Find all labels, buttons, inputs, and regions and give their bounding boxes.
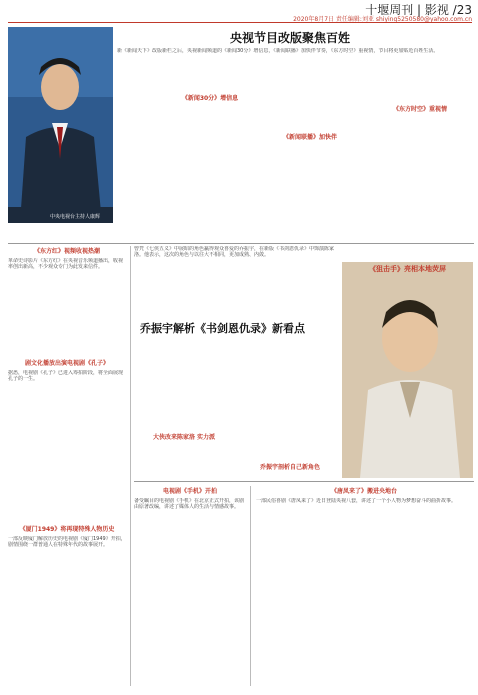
header-divider [8, 22, 472, 23]
zhao-feature-subhead-2: 乔振宇剖析自己新角色 [259, 464, 320, 471]
bottom-left-text: 备受瞩目的电视剧《手机》在北京正式开拍，该剧由原著改编，讲述了媒体人的生活与情感故事。 [134, 498, 245, 511]
left-section-title-3: 《厦门1949》将再现特殊人物历史 [19, 526, 115, 533]
mid-section-divider [134, 481, 474, 482]
main-feature-subhead-2: 《新闻联播》加快伴 [282, 134, 337, 141]
anchor-photo [8, 27, 113, 223]
zhao-feature-title: 乔振宇解析《书剑恩仇录》新看点 [140, 322, 305, 335]
left-column-rule [130, 246, 131, 686]
zhao-photo-header: 《狙击手》亮相本地荧屏 [369, 265, 446, 273]
main-feature-excerpt-text: 新《新闻天下》改版新栏之后，央视新闻频道的《新闻30分》增信息，《新闻联播》加快伴节奏，《东方时空》重视情，节目将更加贴近百姓生活。 [117, 48, 439, 54]
main-feature-excerpt [117, 48, 472, 238]
anchor-figure [8, 27, 113, 223]
zhao-photo [342, 262, 473, 478]
header-title: 十堰周刊 | 影视 /23 [365, 3, 472, 17]
bottom-right-story [256, 486, 472, 686]
main-feature-title: 央视节目改版聚焦百姓 [229, 31, 350, 45]
bottom-right-title: 《唐凤来了》搬进央地台 [330, 488, 397, 495]
left-section-text-2: 据悉，电视剧《孔子》已进入筹拍阶段，将全面展现孔子的一生。 [8, 370, 124, 383]
bottom-left-title: 电视剧《手机》开拍 [162, 488, 217, 495]
zhao-figure [342, 278, 473, 478]
left-section-title-2: 剧文化播放出演电视剧《孔子》 [24, 360, 109, 367]
page-header [0, 0, 478, 24]
bottom-right-text: 一部民俗喜剧《唐凤来了》近日登陆央视八套，讲述了一个小人物为梦想奋斗的曲折故事。 [256, 498, 457, 504]
main-feature-subhead-1: 《新闻30分》增信息 [181, 95, 239, 102]
left-section-text-1: 革命史诗影片《东方红》在央视音乐频道播出，收视率创出新高，不少观众专门为此发来信件。 [8, 258, 124, 271]
left-section-text-3: 一部反映厦门解放历史的电视剧《厦门1949》开拍，剧情围绕一群普通人在特殊年代的故事展开。 [8, 536, 126, 549]
left-section-title-1: 《东方红》视频收视热潮 [33, 248, 100, 255]
header-meta: 2020年8月7日 责任编辑:刘亚 shiying5250580@yahoo.com.cn [293, 16, 472, 23]
top-section-divider [8, 243, 474, 244]
main-feature-subhead-3: 《东方时空》重视情 [392, 106, 447, 113]
bottom-column-rule [250, 486, 251, 686]
anchor-photo-caption: 中央电视台主持人康辉 [50, 214, 101, 220]
left-column [8, 246, 126, 686]
zhao-intro-text [134, 246, 337, 316]
bottom-left-story [134, 486, 246, 686]
zhao-feature-subhead: 大侠改来陈家洛 实力派 [152, 434, 216, 441]
zhao-intro-text-body: 曾凭《七侠五义》中展昭的角色赢得观众喜爱的乔振宇，在新版《书剑恩仇录》中饰演陈家洛。他表示，这次的角色与以往大不相同，更加成熟、内敛。 [134, 246, 335, 259]
